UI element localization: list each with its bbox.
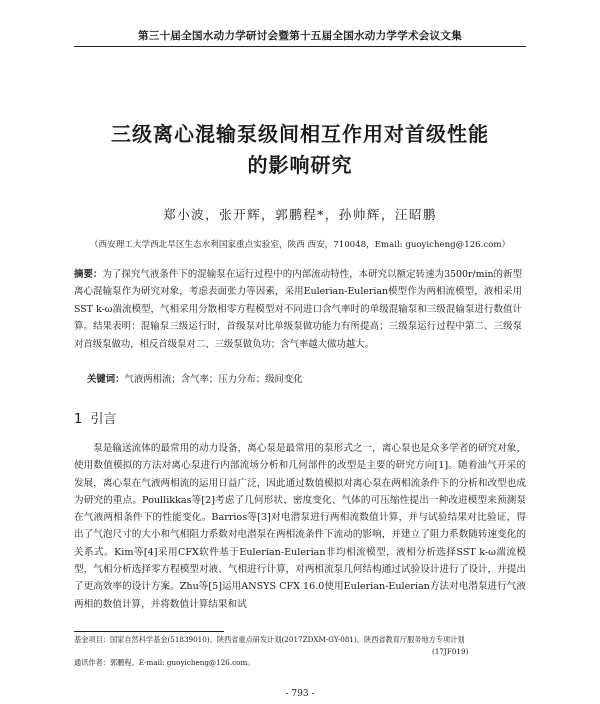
footnote-rule <box>74 631 224 632</box>
footnote-funding-cont: (17JF019) <box>432 646 469 656</box>
paper-title-line1: 三级离心混输泵级间相互作用对首级性能 <box>111 122 489 146</box>
header-rule <box>74 46 526 47</box>
section-title: 引言 <box>90 412 117 427</box>
footnote-corresponding: 通讯作者：郭鹏程。E-mail: guoyicheng@126.com。 <box>74 658 255 667</box>
author-list: 郑小波，张开辉，郭鹏程*，孙帅辉，汪昭鹏 <box>163 207 437 222</box>
footnotes <box>74 634 526 669</box>
body-paragraph: 泵是输送流体的最常用的动力设备，离心泵是最常用的泵形式之一，离心泵也是众多学者的研究对象，使用数值模拟的方法对离心泵进行内部流场分析和几何部件的改型是主要的研究方向[1]。随着油气开采的发展，离心泵在气液两相流的运用日益广泛，因此通过数值模拟对离心泵在两相流条件下的分析和改型也成为研究的重点。Poullikkas等[2]考虑了几何形状、密度变化、气体的可压缩性提出一种改进模型来预测泵在气液两相条件下的性能变化。Barrios等[3]对电潜泵进行两相流数值计算，并与试验结果对比验证，得出了气泡尺寸的大小和气相阻力系数对电潜泵在两相流条件下流动的影响，并建立了阻力系数随转速变化的关系式。Kim等[4]采用CFX软件基于Eulerian-Eulerian非均相流模型，液相分析选择SST k-ω湍流模型，气相分析选择零方程模型对液、气相进行计算，对两相流泵几何结构通过试验设计进行了设计，并提出了更高效率的设计方案。Zhu等[5]运用ANSYS CFX 16.0使用Eulerian-Eulerian方法对电潜泵进行气液两相的数值计算，并将数值计算结果和试 <box>74 443 526 610</box>
keywords-text: 气液两相流；含气率；压力分布；级间变化 <box>124 374 303 385</box>
abstract-label: 摘要： <box>74 269 103 280</box>
keywords-label: 关键词： <box>87 374 125 385</box>
keywords <box>87 371 522 385</box>
affiliation: （西安理工大学西北旱区生态水利国家重点实验室，陕西 西安，710048，Email: guoyicheng@126.com） <box>89 240 511 250</box>
section-heading <box>74 408 117 427</box>
footnote-funding: 基金项目：国家自然科学基金(51839010)、陕西省重点研发计划(2017ZDXM-GY-081)、陕西省教育厅服务地方专项计划 <box>74 635 465 644</box>
page-number: - 793 - <box>285 689 315 699</box>
paper-title-line2: 的影响研究 <box>247 153 353 177</box>
abstract-text: 为了探究气液条件下的混输泵在运行过程中的内部流动特性，本研究以额定转速为3500r/min的新型离心混输泵作为研究对象，考虑表面张力等因素，采用Eulerian-Eulerian模型作为两相流模型，液相采用SST k-ω湍流模型，气相采用分散相零方程模型对不同进口含气率时的单级混输泵和三级混输泵进行数值计算。结果表明：混输泵三级运行时，首级泵对比单级泵做功能力有所提高；三级泵运行过程中第二、三级泵对首级泵做功，相反首级泵对二、三级泵做负功；含气率越大做功越大。 <box>74 269 522 350</box>
section-number: 1 <box>74 412 83 427</box>
abstract <box>74 266 522 353</box>
running-header: 第三十届全国水动力学研讨会暨第十五届全国水动力学学术会议文集 <box>138 30 462 42</box>
